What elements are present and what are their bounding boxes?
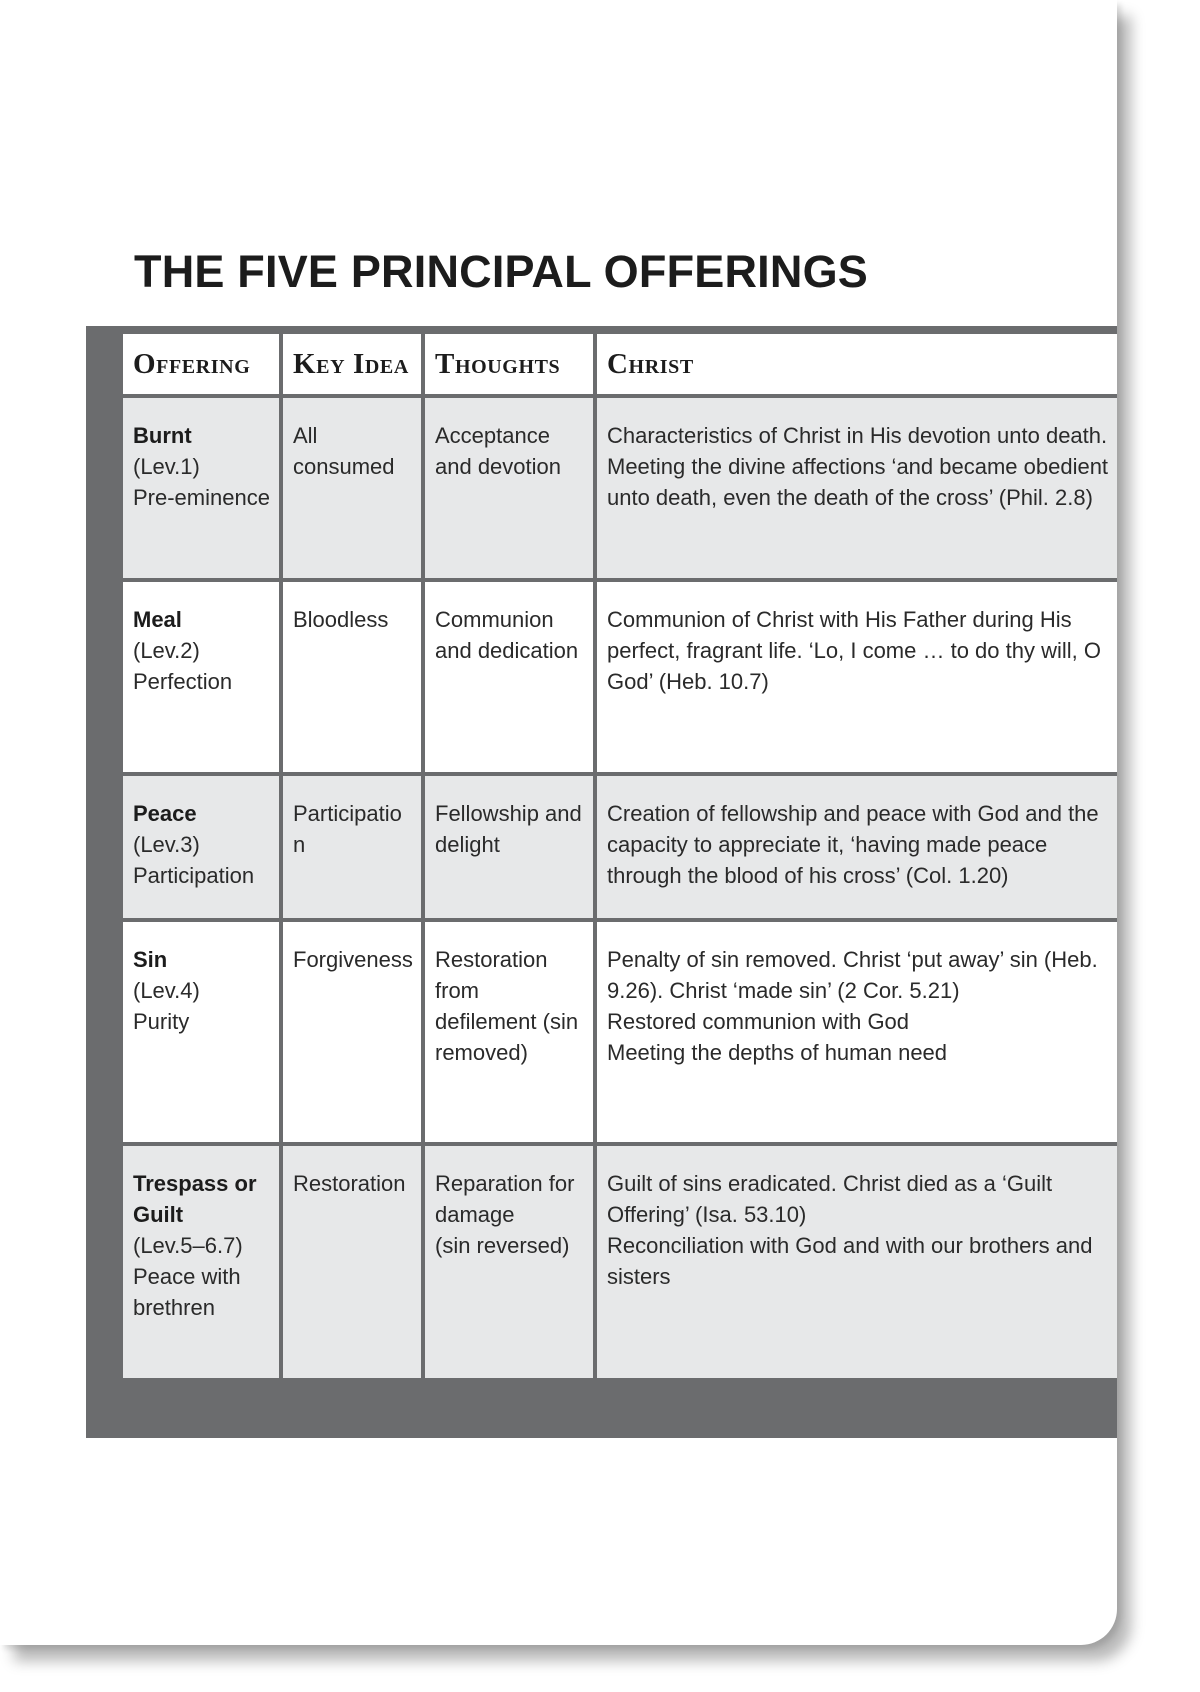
offerings-table xyxy=(119,330,1117,1382)
offering-cell xyxy=(123,1146,279,1378)
thoughts-cell: Acceptance and devotion xyxy=(425,398,593,578)
thoughts-cell: Restoration from defilement (sin removed) xyxy=(425,922,593,1142)
offering-name: Burnt xyxy=(133,423,192,448)
thoughts-cell: Communion and dedication xyxy=(425,582,593,772)
offering-name: Trespass or Guilt xyxy=(133,1171,257,1227)
column-header-christ: Christ xyxy=(597,334,1117,394)
key-idea-cell: Participation xyxy=(283,776,421,918)
offering-reference: (Lev.2) xyxy=(133,638,200,663)
key-idea-cell: All consumed xyxy=(283,398,421,578)
offering-reference: (Lev.1) xyxy=(133,454,200,479)
table-row-trespass xyxy=(123,1146,1117,1378)
offering-cell xyxy=(123,582,279,772)
table-row-sin xyxy=(123,922,1117,1142)
offering-aspect: Participation xyxy=(133,863,255,888)
thoughts-cell: Fellowship and delight xyxy=(425,776,593,918)
offering-name: Meal xyxy=(133,607,182,632)
offerings-table-frame xyxy=(86,326,1117,1438)
christ-cell: Characteristics of Christ in His devotion unto death. Meeting the divine affections ‘and became obedient unto death, even the death of the cross’ (Phil. 2.8) xyxy=(597,398,1117,578)
offering-reference: (Lev.3) xyxy=(133,832,200,857)
key-idea-cell: Restoration xyxy=(283,1146,421,1378)
offering-aspect: Purity xyxy=(133,1009,190,1034)
christ-text: Reconciliation with God and with our brothers and sisters xyxy=(607,1233,1093,1289)
offering-aspect: Perfection xyxy=(133,669,233,694)
offering-reference: (Lev.5–6.7) xyxy=(133,1233,243,1258)
offering-name: Sin xyxy=(133,947,168,972)
key-idea-cell: Bloodless xyxy=(283,582,421,772)
christ-cell xyxy=(597,922,1117,1142)
table-row-meal xyxy=(123,582,1117,772)
christ-cell: Creation of fellowship and peace with God and the capacity to appreciate it, ‘having made peace through the blood of his cross’ (Col. 1.20) xyxy=(597,776,1117,918)
table-row-peace xyxy=(123,776,1117,918)
table-header-row xyxy=(123,334,1117,394)
page-title: THE FIVE PRINCIPAL OFFERINGS xyxy=(134,246,868,297)
offering-cell xyxy=(123,776,279,918)
christ-cell xyxy=(597,1146,1117,1378)
christ-text: Penalty of sin removed. Christ ‘put away’ sin (Heb. 9.26). Christ ‘made sin’ (2 Cor. 5.21) xyxy=(607,947,1098,1003)
offering-cell xyxy=(123,398,279,578)
thoughts-cell xyxy=(425,1146,593,1378)
offering-name: Peace xyxy=(133,801,197,826)
table-row-burnt xyxy=(123,398,1117,578)
christ-text: Restored communion with God xyxy=(607,1009,910,1034)
christ-cell: Communion of Christ with His Father during His perfect, fragrant life. ‘Lo, I come … to do thy will, O God’ (Heb. 10.7) xyxy=(597,582,1117,772)
christ-text: Meeting the depths of human need xyxy=(607,1040,948,1065)
thoughts-text: (sin reversed) xyxy=(435,1233,570,1258)
column-header-thoughts: Thoughts xyxy=(425,334,593,394)
thoughts-text: Reparation for damage xyxy=(435,1171,575,1227)
column-header-offering: Offering xyxy=(123,334,279,394)
offering-reference: (Lev.4) xyxy=(133,978,200,1003)
offering-aspect: Peace with brethren xyxy=(133,1264,241,1320)
christ-text: Guilt of sins eradicated. Christ died as a ‘Guilt Offering’ (Isa. 53.10) xyxy=(607,1171,1053,1227)
column-header-key-idea: Key Idea xyxy=(283,334,421,394)
offering-aspect: Pre-eminence xyxy=(133,485,270,510)
offering-cell xyxy=(123,922,279,1142)
key-idea-cell: Forgiveness xyxy=(283,922,421,1142)
